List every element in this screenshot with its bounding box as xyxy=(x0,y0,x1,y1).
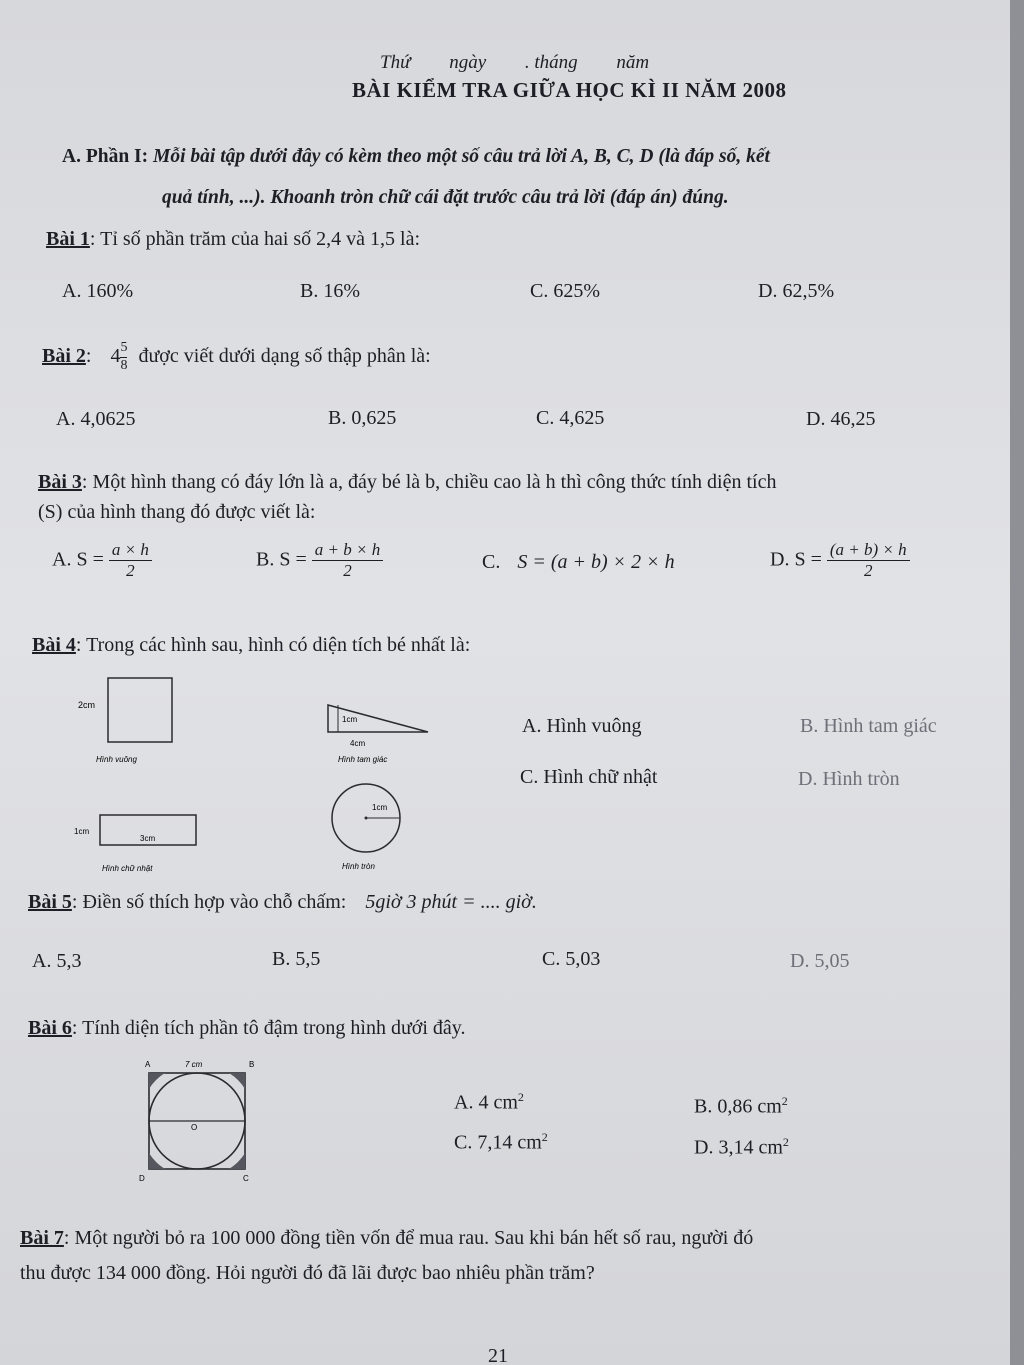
q6-option-b-text: B. 0,86 cm xyxy=(694,1095,782,1118)
question-7-text-2: thu được 134 000 đồng. Hỏi người đó đã lãi được bao nhiêu phần trăm? xyxy=(20,1262,595,1284)
question-4-label: Bài 4 xyxy=(32,634,76,656)
section-heading xyxy=(62,146,770,168)
section-instruction-2: quả tính, ...). Khoanh tròn chữ cái đặt trước câu trả lời (đáp án) đúng. xyxy=(162,187,729,208)
question-3-text-1: : Một hình thang có đáy lớn là a, đáy bé là b, chiều cao là h thì công thức tính diện tích xyxy=(81,471,777,493)
q5-option-d: D. 5,05 xyxy=(790,950,850,972)
q3-option-d-prefix: D. S = xyxy=(770,548,822,571)
vertex-a: A xyxy=(145,1060,151,1069)
q1-option-d: D. 62,5% xyxy=(758,280,835,302)
question-7-text-1: : Một người bỏ ra 100 000 đồng tiền vốn để mua rau. Sau khi bán hết số rau, người đó xyxy=(63,1227,754,1249)
rectangle-figure xyxy=(74,815,196,873)
date-thu: Thứ xyxy=(380,52,411,73)
section-instruction-1: Mỗi bài tập dưới đây có kèm theo một số câu trả lời A, B, C, D (là đáp số, kết xyxy=(153,146,770,167)
q2-option-c: C. 4,625 xyxy=(536,407,605,429)
mixed-numerator: 5 xyxy=(120,340,127,358)
q4-option-c: C. Hình chữ nhật xyxy=(520,766,658,788)
q6-figure xyxy=(135,1055,265,1185)
square-name: Hình vuông xyxy=(96,755,137,764)
triangle-name: Hình tam giác xyxy=(338,755,388,764)
q3-option-b xyxy=(256,540,383,580)
q1-option-b: B. 16% xyxy=(300,280,360,302)
question-2-colon: : xyxy=(85,344,92,367)
circle-radius-label: 1cm xyxy=(372,803,388,812)
question-6-text: : Tính diện tích phần tô đậm trong hình dưới đây. xyxy=(71,1017,466,1039)
question-4 xyxy=(32,634,470,657)
question-5 xyxy=(28,891,537,914)
question-3-label: Bài 3 xyxy=(38,471,82,493)
q3-option-b-numerator: a + b × h xyxy=(312,540,383,561)
question-5-expr: 5giờ 3 phút = .... giờ. xyxy=(365,891,537,913)
vertex-d: D xyxy=(139,1174,145,1183)
q4-figures xyxy=(60,670,490,880)
q4-option-d: D. Hình tròn xyxy=(798,768,900,790)
q3-option-a xyxy=(52,540,152,580)
question-6 xyxy=(28,1017,466,1040)
date-line xyxy=(380,52,683,74)
question-2-text: được viết dưới dạng số thập phân là: xyxy=(138,344,431,367)
question-4-text: : Trong các hình sau, hình có diện tích bé nhất là: xyxy=(75,634,471,656)
q6-option-d xyxy=(694,1135,789,1160)
q3-option-a-numerator: a × h xyxy=(109,540,152,561)
question-3 xyxy=(38,471,776,494)
q3-option-a-fraction xyxy=(109,540,152,580)
side-length-label: 7 cm xyxy=(185,1060,203,1069)
question-5-label: Bài 5 xyxy=(28,891,72,913)
q6-option-b xyxy=(694,1094,788,1119)
q3-option-c-prefix: C. xyxy=(482,551,501,573)
date-thang: . tháng xyxy=(524,52,578,73)
q3-option-b-prefix: B. S = xyxy=(256,548,307,571)
rectangle-height-label: 1cm xyxy=(74,827,90,836)
q3-option-a-denominator: 2 xyxy=(126,560,135,580)
q3-option-d-numerator: (a + b) × h xyxy=(827,540,910,561)
q1-option-a: A. 160% xyxy=(62,280,134,302)
q6-option-c-power: 2 xyxy=(541,1130,548,1144)
q3-option-a-prefix: A. S = xyxy=(52,548,104,571)
q2-option-a: A. 4,0625 xyxy=(56,408,136,430)
q5-option-b: B. 5,5 xyxy=(272,948,321,970)
vertex-c: C xyxy=(243,1174,249,1183)
q3-option-d-denominator: 2 xyxy=(863,560,873,580)
triangle-figure xyxy=(328,705,428,764)
question-7-label: Bài 7 xyxy=(20,1227,64,1249)
question-2-label: Bài 2 xyxy=(42,344,86,367)
q6-option-a xyxy=(454,1090,524,1115)
vertex-b: B xyxy=(249,1060,255,1069)
q4-option-a: A. Hình vuông xyxy=(522,715,642,737)
q6-option-a-text: A. 4 cm xyxy=(454,1091,518,1114)
mixed-whole: 4 xyxy=(110,344,121,367)
triangle-height-label: 1cm xyxy=(342,715,358,724)
q1-option-c: C. 625% xyxy=(530,280,600,302)
date-nam: năm xyxy=(616,52,650,73)
question-6-label: Bài 6 xyxy=(28,1017,72,1039)
question-1-text: : Tỉ số phần trăm của hai số 2,4 và 1,5 là: xyxy=(89,228,421,250)
date-ngay: ngày xyxy=(449,52,487,73)
square-side-label: 2cm xyxy=(78,700,96,710)
q4-option-b: B. Hình tam giác xyxy=(800,715,937,737)
section-label: A. Phần I: xyxy=(62,146,149,167)
q3-option-b-denominator: 2 xyxy=(343,560,352,580)
q3-option-b-fraction xyxy=(312,540,383,580)
triangle-base-label: 4cm xyxy=(350,739,366,748)
circle-figure xyxy=(332,784,400,871)
q3-option-d xyxy=(770,540,910,580)
page-number: 21 xyxy=(488,1345,508,1365)
circle-name: Hình tròn xyxy=(342,862,375,871)
question-3-text-2: (S) của hình thang đó được viết là: xyxy=(38,501,316,523)
square-figure xyxy=(78,678,172,764)
q6-option-a-power: 2 xyxy=(517,1090,524,1104)
mixed-denominator: 8 xyxy=(120,357,128,373)
q6-option-d-text: D. 3,14 cm xyxy=(694,1136,783,1159)
q6-option-d-power: 2 xyxy=(782,1135,789,1149)
q3-option-c xyxy=(482,551,675,574)
question-1-label: Bài 1 xyxy=(46,228,90,250)
mixed-fraction xyxy=(120,340,127,375)
q5-option-a: A. 5,3 xyxy=(32,950,82,972)
q3-option-d-fraction xyxy=(827,540,910,580)
vertex-o: O xyxy=(191,1123,198,1132)
question-5-text: : Điền số thích hợp vào chỗ chấm: xyxy=(71,891,347,913)
rectangle-name: Hình chữ nhật xyxy=(102,864,153,873)
q6-option-b-power: 2 xyxy=(781,1094,788,1108)
page-title: BÀI KIỂM TRA GIỮA HỌC KÌ II NĂM 2008 xyxy=(352,78,787,102)
q3-option-c-expr: S = (a + b) × 2 × h xyxy=(517,551,675,573)
rectangle-width-label: 3cm xyxy=(140,834,156,843)
q5-option-c: C. 5,03 xyxy=(542,948,601,970)
question-7 xyxy=(20,1227,753,1250)
q6-option-c xyxy=(454,1130,548,1155)
q2-option-d: D. 46,25 xyxy=(806,408,876,430)
q6-option-c-text: C. 7,14 cm xyxy=(454,1131,542,1154)
q2-option-b: B. 0,625 xyxy=(328,407,397,429)
question-2 xyxy=(42,340,431,375)
question-1 xyxy=(46,228,420,251)
